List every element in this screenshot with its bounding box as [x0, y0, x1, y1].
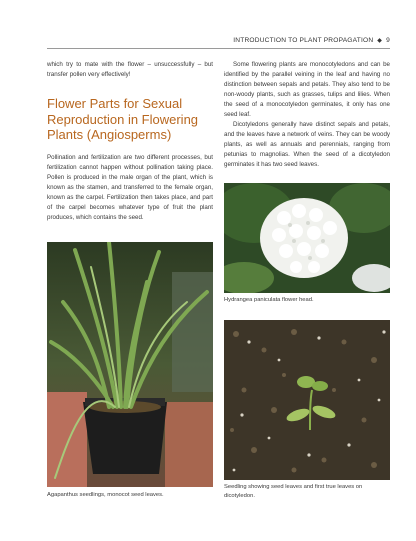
agapanthus-caption: Agapanthus seedlings, monocot seed leaves.: [47, 492, 164, 498]
dicot-paragraph: Dicotyledons generally have distinct sepals and petals, and the leaves have a network of veins. They can be woody plants, as well as annuals and perennials, ranging from petunias to magnolias. When the seed of a dicotyledon germinates it has two seed leaves.: [224, 121, 390, 168]
hydrangea-photo: [224, 183, 390, 293]
running-header: [47, 32, 390, 49]
seedling-caption: Seedling showing seed leaves and first true leaves on dicotyledon.: [224, 484, 363, 499]
section-heading: Flower Parts for Sexual Reproduction in Flowering Plants (Angiosperms): [47, 96, 199, 142]
left-column: [47, 60, 213, 223]
monocot-paragraph: Some flowering plants are monocotyledons and can be identified by the parallel veining in the leaf and having no distinction between sepals and petals. They also tend to be non-woody plants, such as grasses, tulips and lilies. When the seed of a monocotyledon germinates, it only has one seed leaf.: [224, 61, 390, 118]
right-column: [224, 60, 390, 170]
page-number: 9: [386, 36, 390, 44]
hydrangea-caption: Hydrangea paniculata flower head.: [224, 297, 314, 303]
agapanthus-photo: [47, 242, 213, 487]
body-paragraph: Pollination and fertilization are two different processes, but fertilization cannot happen without pollination taking place. Pollen is produced in the male organ of the plant, which is known as the stamen, and transferred to the female organ, known as the carpel. Fertilization then takes place, and part of the carpel becomes whatever type of fruit the plant produces, which contains the seed.: [47, 153, 213, 221]
section-title: INTRODUCTION TO PLANT PROPAGATION: [233, 36, 374, 44]
intro-paragraph: which try to mate with the flower – unsuccessfully – but transfer pollen very effectively!: [47, 61, 213, 78]
diamond-icon: ◆: [377, 37, 383, 44]
seedling-photo: [224, 320, 390, 480]
